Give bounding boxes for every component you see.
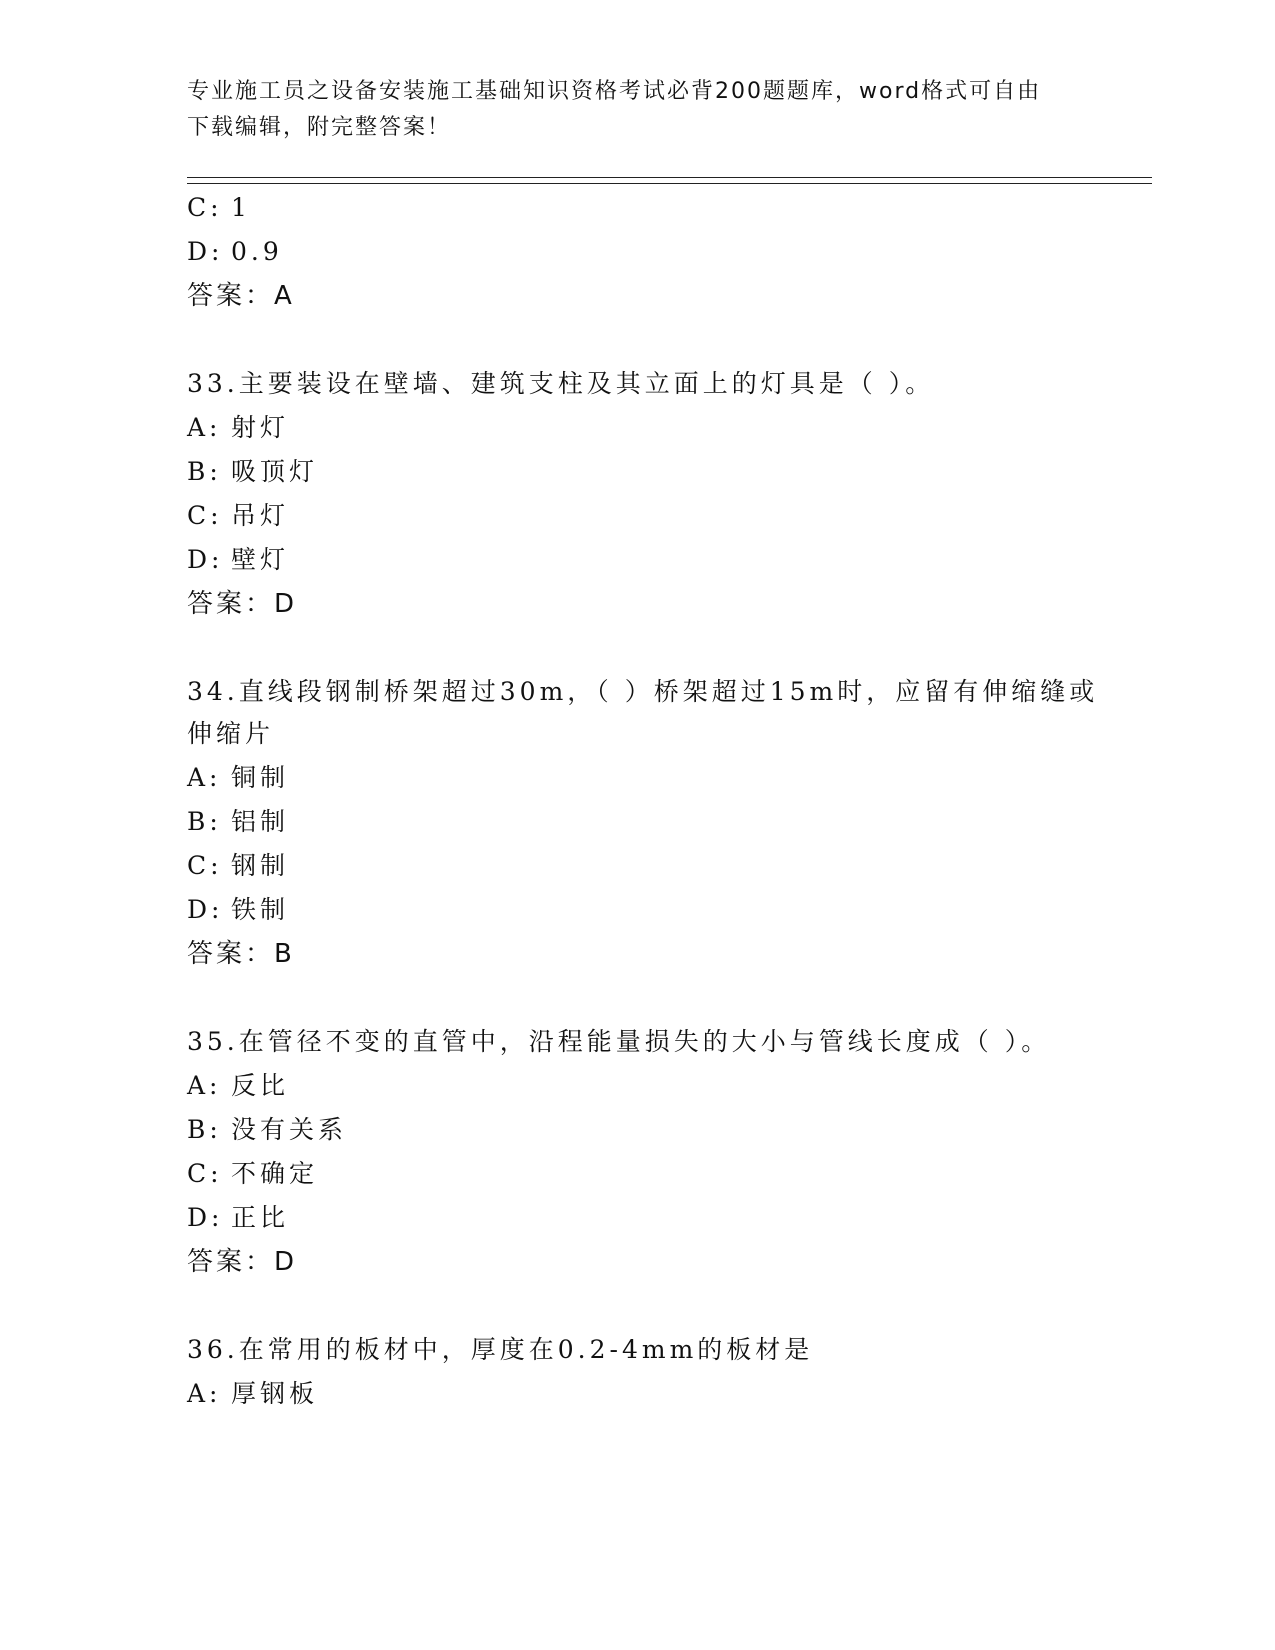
option-text: 吸顶灯 xyxy=(231,457,319,486)
question-34-stem-line-1: 34.直线段钢制桥架超过30m，（ ）桥架超过15m时，应留有伸缩缝或 xyxy=(187,677,1099,706)
option-letter: A: xyxy=(187,1071,222,1100)
option-text: 反比 xyxy=(231,1071,290,1100)
question-35-stem: 35.在管径不变的直管中，沿程能量损失的大小与管线长度成（ ）。 xyxy=(187,1027,1051,1056)
question-35-option-d xyxy=(187,1202,289,1234)
question-34-option-d xyxy=(187,894,289,926)
question-33-option-a xyxy=(187,412,289,444)
option-text: 没有关系 xyxy=(231,1115,348,1144)
option-text: 不确定 xyxy=(231,1159,319,1188)
option-letter: A: xyxy=(187,763,222,792)
option-letter: B: xyxy=(187,457,222,486)
question-33-option-b xyxy=(187,456,318,488)
question-35-option-b xyxy=(187,1114,347,1146)
question-34-option-b xyxy=(187,806,289,838)
option-text: 射灯 xyxy=(231,413,290,442)
option-letter: B: xyxy=(187,807,222,836)
question-36-stem: 36.在常用的板材中，厚度在0.2-4mm的板材是 xyxy=(187,1335,814,1364)
option-text: 0.9 xyxy=(231,237,283,266)
option-text: 厚钢板 xyxy=(231,1379,319,1408)
option-letter: D: xyxy=(187,895,224,924)
header-line-2: 下载编辑，附完整答案！ xyxy=(187,115,452,140)
question-36-option-a xyxy=(187,1378,318,1410)
option-text: 壁灯 xyxy=(231,545,290,574)
question-33-option-d xyxy=(187,544,289,576)
header-divider-top xyxy=(187,177,1152,178)
option-letter: D: xyxy=(187,545,224,574)
option-text: 铁制 xyxy=(231,895,290,924)
header-divider-bottom xyxy=(187,183,1152,184)
option-letter: C: xyxy=(187,501,223,530)
option-letter: D: xyxy=(187,237,224,266)
option-text: 钢制 xyxy=(231,851,290,880)
question-35-option-c xyxy=(187,1158,318,1190)
question-34-stem-line-2: 伸缩片 xyxy=(187,719,275,748)
question-35-option-a xyxy=(187,1070,289,1102)
question-34-option-a xyxy=(187,762,289,794)
option-letter: A: xyxy=(187,1379,222,1408)
option-letter: B: xyxy=(187,1115,222,1144)
option-letter: A: xyxy=(187,413,222,442)
document-header xyxy=(187,74,1067,146)
option-letter: C: xyxy=(187,193,223,222)
question-35-answer: 答案：D xyxy=(187,1247,298,1277)
option-letter: C: xyxy=(187,851,223,880)
header-line-1: 专业施工员之设备安装施工基础知识资格考试必背200题题库，word格式可自由 xyxy=(187,79,1042,104)
option-text: 吊灯 xyxy=(231,501,290,530)
question-33-stem: 33.主要装设在壁墙、建筑支柱及其立面上的灯具是（ ）。 xyxy=(187,369,935,398)
answer-line: 答案：A xyxy=(187,281,295,311)
option-letter: C: xyxy=(187,1159,223,1188)
option-text: 正比 xyxy=(231,1203,290,1232)
option-letter: D: xyxy=(187,1203,224,1232)
option-text: 1 xyxy=(231,193,251,222)
option-text: 铝制 xyxy=(231,807,290,836)
question-33-answer: 答案：D xyxy=(187,589,298,619)
question-33-option-c xyxy=(187,500,289,532)
question-34-answer: 答案：B xyxy=(187,939,295,969)
question-34-option-c xyxy=(187,850,289,882)
option-text: 铜制 xyxy=(231,763,290,792)
option-c-line xyxy=(187,192,251,224)
option-d-line xyxy=(187,236,283,268)
